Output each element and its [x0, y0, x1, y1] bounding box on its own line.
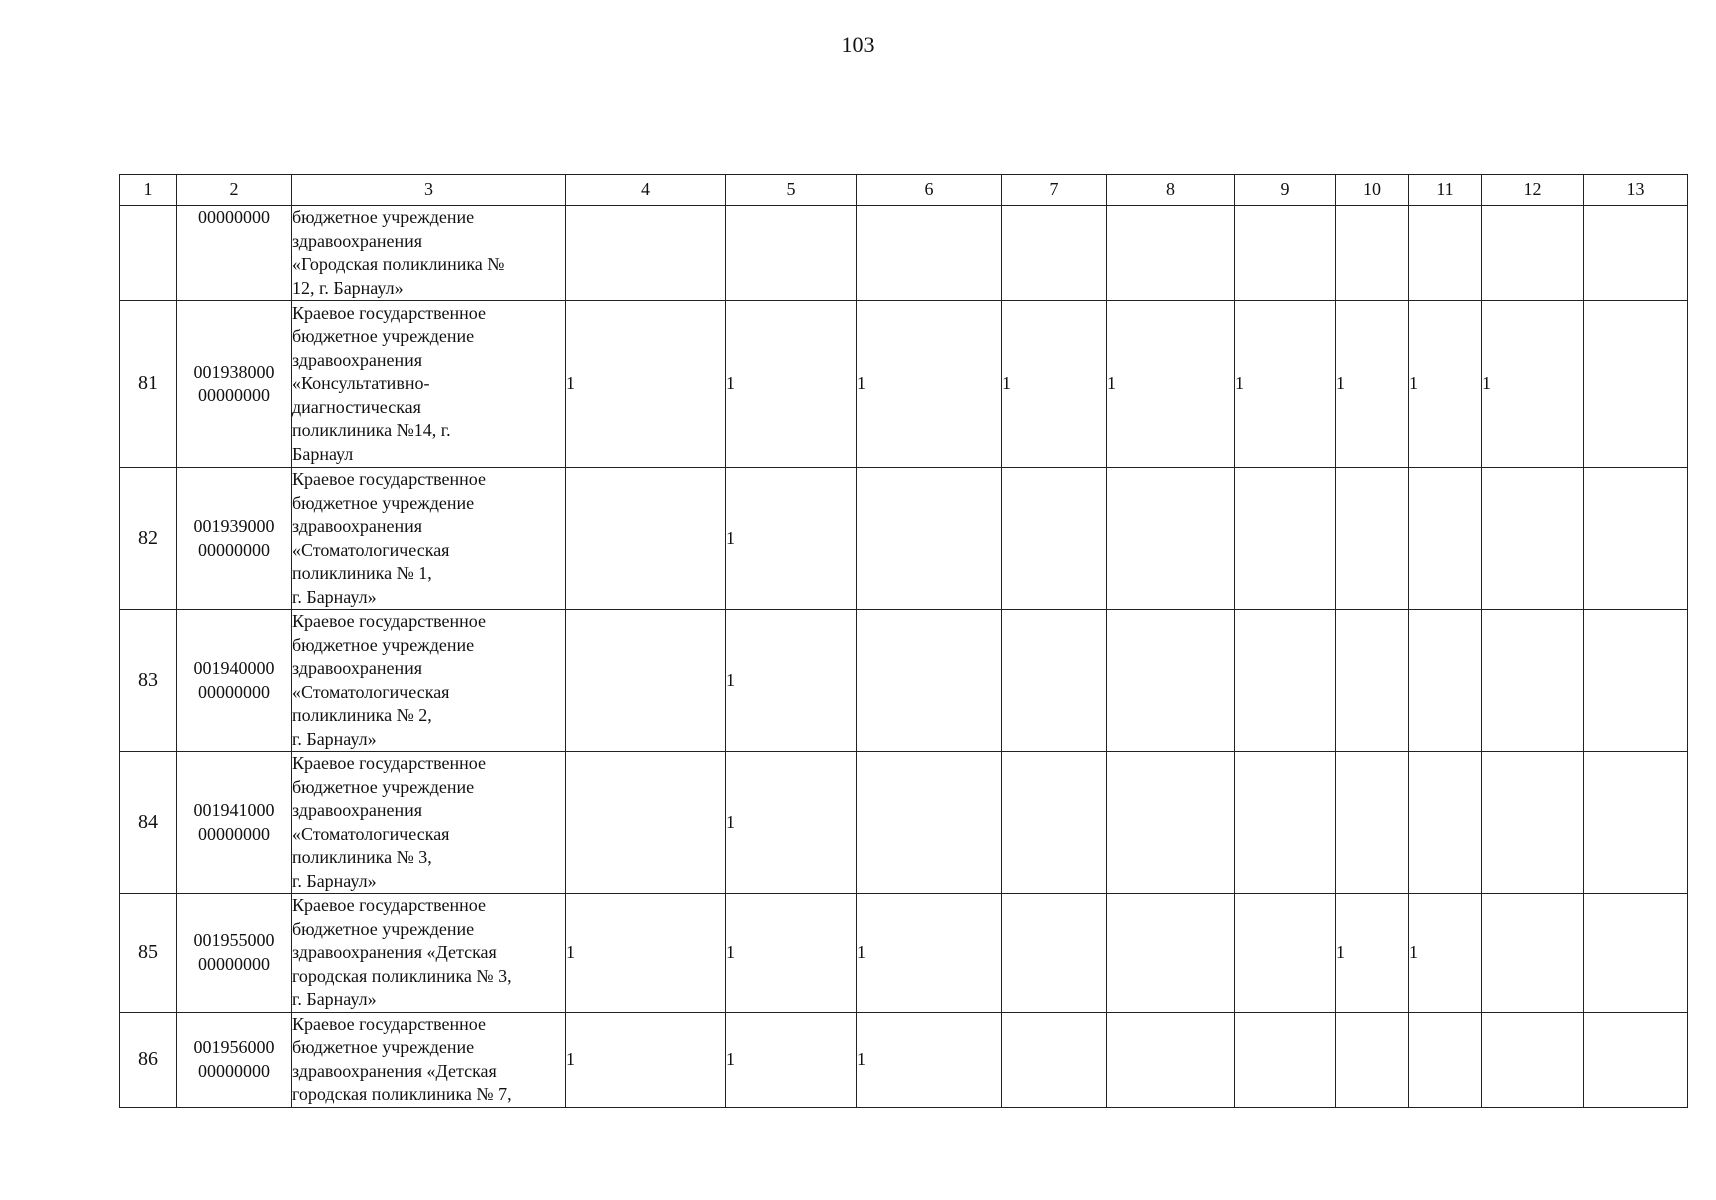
organization-code — [177, 1012, 292, 1107]
value-cell-col-11 — [1409, 610, 1482, 752]
value-cell-col-13 — [1584, 610, 1688, 752]
name-line: здравоохранения — [292, 349, 423, 370]
organization-code — [177, 468, 292, 610]
row-number: 82 — [120, 468, 177, 610]
value-cell-col-8 — [1107, 894, 1235, 1013]
value-cell-col-13 — [1584, 894, 1688, 1013]
column-header-9: 9 — [1235, 175, 1336, 206]
value-cell-col-9 — [1235, 610, 1336, 752]
code-line: 00000000 — [198, 823, 270, 844]
code-line: 001938000 — [193, 361, 275, 382]
row-number: 81 — [120, 301, 177, 468]
code-line: 001941000 — [193, 800, 275, 820]
value-cell-col-13 — [1584, 301, 1688, 468]
value-cell-col-5: 1 — [726, 301, 857, 468]
value-cell-col-10 — [1336, 752, 1409, 894]
code-line: 00000000 — [198, 1060, 270, 1081]
table-row — [120, 468, 1688, 610]
organization-code — [177, 301, 292, 468]
column-header-3: 3 — [292, 175, 566, 206]
value-cell-col-7 — [1002, 206, 1107, 301]
name-line: поликлиника № 2, — [292, 705, 432, 725]
organization-name — [292, 468, 566, 610]
table-row — [120, 610, 1688, 752]
value-cell-col-12 — [1482, 894, 1584, 1013]
name-line: «Городская поликлиника № — [292, 254, 505, 274]
value-cell-col-5: 1 — [726, 894, 857, 1013]
name-line: поликлиника № 3, — [292, 847, 432, 867]
column-header-2: 2 — [177, 175, 292, 206]
value-cell-col-5: 1 — [726, 610, 857, 752]
value-cell-col-11: 1 — [1409, 894, 1482, 1013]
value-cell-col-11 — [1409, 468, 1482, 610]
value-cell-col-4: 1 — [566, 1012, 726, 1107]
value-cell-col-6: 1 — [857, 894, 1002, 1013]
name-line: здравоохранения — [292, 516, 423, 536]
row-number: 85 — [120, 894, 177, 1013]
table-row — [120, 752, 1688, 894]
name-line: Краевое государственное — [292, 611, 486, 631]
value-cell-col-7: 1 — [1002, 301, 1107, 468]
name-line: г. Барнаул» — [292, 586, 377, 607]
value-cell-col-5 — [726, 206, 857, 301]
value-cell-col-4 — [566, 468, 726, 610]
column-header-1: 1 — [120, 175, 177, 206]
name-line: здравоохранения — [292, 230, 423, 251]
value-cell-col-7 — [1002, 1012, 1107, 1107]
value-cell-col-4: 1 — [566, 894, 726, 1013]
name-line: Краевое государственное — [292, 753, 486, 773]
organization-code — [177, 752, 292, 894]
value-cell-col-9 — [1235, 468, 1336, 610]
name-line: бюджетное учреждение — [292, 776, 475, 797]
name-line: бюджетное учреждение — [292, 918, 475, 939]
table-body — [120, 206, 1688, 1108]
value-cell-col-13 — [1584, 1012, 1688, 1107]
name-line: поликлиника № 1, — [292, 563, 432, 583]
name-line: бюджетное учреждение — [292, 1037, 475, 1057]
code-line: 00000000 — [198, 681, 270, 702]
value-cell-col-7 — [1002, 610, 1107, 752]
value-cell-col-8 — [1107, 610, 1235, 752]
name-line: «Стоматологическая — [292, 539, 450, 560]
value-cell-col-9 — [1235, 894, 1336, 1013]
column-header-12: 12 — [1482, 175, 1584, 206]
name-line: бюджетное учреждение — [292, 207, 475, 227]
name-line: Краевое государственное — [292, 469, 486, 489]
value-cell-col-11 — [1409, 752, 1482, 894]
organization-name — [292, 894, 566, 1013]
name-line: Барнаул — [292, 443, 354, 464]
code-line: 001956000 — [193, 1037, 275, 1057]
value-cell-col-12: 1 — [1482, 301, 1584, 468]
code-line: 00000000 — [198, 385, 270, 405]
code-line: 001955000 — [193, 930, 275, 951]
name-line: г. Барнаул» — [292, 728, 377, 749]
value-cell-col-12 — [1482, 1012, 1584, 1107]
value-cell-col-11: 1 — [1409, 301, 1482, 468]
name-line: бюджетное учреждение — [292, 326, 475, 347]
table-row — [120, 1012, 1688, 1107]
organization-name — [292, 752, 566, 894]
column-header-6: 6 — [857, 175, 1002, 206]
name-line: «Стоматологическая — [292, 823, 450, 844]
value-cell-col-6 — [857, 206, 1002, 301]
name-line: бюджетное учреждение — [292, 634, 475, 655]
value-cell-col-6: 1 — [857, 301, 1002, 468]
value-cell-col-9 — [1235, 1012, 1336, 1107]
value-cell-col-12 — [1482, 206, 1584, 301]
value-cell-col-8 — [1107, 206, 1235, 301]
row-number: 83 — [120, 610, 177, 752]
column-header-5: 5 — [726, 175, 857, 206]
value-cell-col-8 — [1107, 752, 1235, 894]
name-line: Краевое государственное — [292, 1013, 486, 1034]
organization-name — [292, 206, 566, 301]
value-cell-col-5: 1 — [726, 752, 857, 894]
value-cell-col-13 — [1584, 206, 1688, 301]
name-line: диагностическая — [292, 396, 421, 417]
value-cell-col-12 — [1482, 468, 1584, 610]
organization-name — [292, 610, 566, 752]
value-cell-col-9: 1 — [1235, 301, 1336, 468]
value-cell-col-4 — [566, 206, 726, 301]
table-row — [120, 206, 1688, 301]
value-cell-col-7 — [1002, 468, 1107, 610]
value-cell-col-5: 1 — [726, 468, 857, 610]
value-cell-col-8 — [1107, 468, 1235, 610]
table-header — [120, 175, 1688, 206]
name-line: городская поликлиника № 7, — [292, 1084, 512, 1104]
value-cell-col-5: 1 — [726, 1012, 857, 1107]
name-line: городская поликлиника № 3, — [292, 965, 512, 986]
value-cell-col-4 — [566, 610, 726, 752]
value-cell-col-9 — [1235, 752, 1336, 894]
value-cell-col-10 — [1336, 468, 1409, 610]
name-line: Краевое государственное — [292, 302, 486, 323]
name-line: 12, г. Барнаул» — [292, 277, 404, 298]
page-number: 103 — [841, 32, 875, 57]
value-cell-col-10: 1 — [1336, 894, 1409, 1013]
value-cell-col-13 — [1584, 752, 1688, 894]
column-header-11: 11 — [1409, 175, 1482, 206]
value-cell-col-4 — [566, 752, 726, 894]
code-line: 001939000 — [193, 516, 275, 536]
name-line: г. Барнаул» — [292, 989, 377, 1009]
name-line: «Консультативно- — [292, 373, 430, 394]
table-row — [120, 301, 1688, 468]
code-line: 00000000 — [198, 953, 270, 974]
row-number: 86 — [120, 1012, 177, 1107]
organization-code — [177, 894, 292, 1013]
row-number — [120, 206, 177, 301]
column-header-13: 13 — [1584, 175, 1688, 206]
name-line: здравоохранения «Детская — [292, 1060, 497, 1081]
organization-code — [177, 206, 292, 301]
organization-name — [292, 301, 566, 468]
value-cell-col-10 — [1336, 610, 1409, 752]
value-cell-col-11 — [1409, 206, 1482, 301]
value-cell-col-12 — [1482, 610, 1584, 752]
row-number: 84 — [120, 752, 177, 894]
value-cell-col-7 — [1002, 894, 1107, 1013]
name-line: здравоохранения — [292, 800, 423, 820]
value-cell-col-6: 1 — [857, 1012, 1002, 1107]
value-cell-col-11 — [1409, 1012, 1482, 1107]
name-line: здравоохранения — [292, 658, 423, 678]
value-cell-col-8 — [1107, 1012, 1235, 1107]
column-header-7: 7 — [1002, 175, 1107, 206]
value-cell-col-8: 1 — [1107, 301, 1235, 468]
name-line: Краевое государственное — [292, 895, 486, 915]
organization-name — [292, 1012, 566, 1107]
value-cell-col-10 — [1336, 206, 1409, 301]
name-line: здравоохранения «Детская — [292, 942, 497, 962]
code-line: 00000000 — [198, 539, 270, 560]
header-row — [120, 175, 1688, 206]
value-cell-col-6 — [857, 468, 1002, 610]
value-cell-col-6 — [857, 752, 1002, 894]
organization-code — [177, 610, 292, 752]
value-cell-col-7 — [1002, 752, 1107, 894]
column-header-4: 4 — [566, 175, 726, 206]
value-cell-col-9 — [1235, 206, 1336, 301]
column-header-8: 8 — [1107, 175, 1235, 206]
value-cell-col-10 — [1336, 1012, 1409, 1107]
value-cell-col-12 — [1482, 752, 1584, 894]
name-line: «Стоматологическая — [292, 681, 450, 702]
value-cell-col-10: 1 — [1336, 301, 1409, 468]
column-header-10: 10 — [1336, 175, 1409, 206]
code-line: 00000000 — [198, 207, 270, 227]
value-cell-col-13 — [1584, 468, 1688, 610]
value-cell-col-4: 1 — [566, 301, 726, 468]
value-cell-col-6 — [857, 610, 1002, 752]
table-row — [120, 894, 1688, 1013]
code-line: 001940000 — [193, 658, 275, 678]
name-line: поликлиника №14, г. — [292, 420, 451, 441]
name-line: бюджетное учреждение — [292, 492, 475, 513]
data-table — [119, 174, 1688, 1108]
name-line: г. Барнаул» — [292, 870, 377, 891]
